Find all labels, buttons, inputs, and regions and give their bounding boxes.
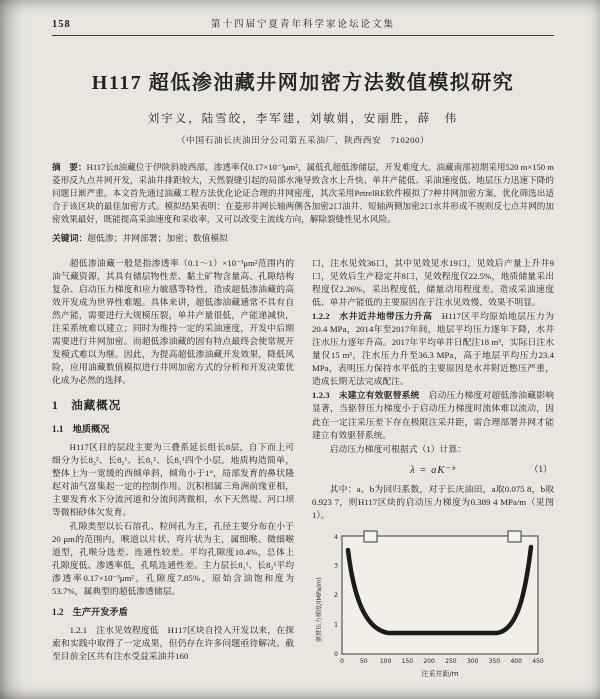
keywords-block xyxy=(52,231,554,244)
y-tick-label: 1 xyxy=(334,621,338,629)
equation-number: （1） xyxy=(529,463,552,474)
figure-y-axis-label: 驱替压力梯度/(MPa/m) xyxy=(316,577,323,643)
section-1-2-3-paragraph xyxy=(312,389,554,441)
producer-well-icon xyxy=(508,531,521,542)
paper-title: H117 超低渗油藏井网加密方法数值模拟研究 xyxy=(91,72,515,94)
x-tick-label: 0 xyxy=(340,658,344,666)
figure-x-axis-label: 注采井距/m xyxy=(421,670,459,679)
x-tick-label: 100 xyxy=(379,658,392,666)
coefficients-paragraph: 其中：a、b为回归系数，对于长庆油田，a取0.075 8，b取0.923 7，则H117区块的启动压力梯度为0.389 4 MPa/m（见图1）。 xyxy=(312,484,554,521)
x-tick-label: 50 xyxy=(359,658,368,666)
y-tick-label: 0 xyxy=(334,651,338,659)
injector-well-icon xyxy=(364,531,377,542)
y-tick-label: 3 xyxy=(334,562,338,570)
y-tick-label: 4 xyxy=(334,534,338,542)
formula-intro-paragraph: 启动压力梯度可根据式（1）计算： xyxy=(329,443,466,454)
x-tick-label: 350 xyxy=(488,658,501,666)
x-tick-label: 200 xyxy=(423,658,435,666)
left-column xyxy=(52,257,294,686)
geology-paragraph-1: H117区目的层段主要为三叠系延长组长8层，自下而上可细分为长8₂²、长8₂¹、长8₁²、长8₁¹四个小层。地质构造简单，整体上为一宽缓的西倾单斜，倾角小于1°，局部发育的鼻状隆起对油气富集起一定的控制作用。沉积相属三角洲前缘亚相，主要发育水下分流河道和分流间湾微相，水下天然堤、河口坝等微相砂体欠发育。 xyxy=(52,442,294,518)
section-1-2-1-paragraph: 1.2.1 注水见效程度低 H117区块自投入开发以来，在探索和实践中取得了一定成果，但仍存在许多问题亟待解决。截至目前全区共有注水受益采油井160 xyxy=(52,624,294,661)
section-1-2-3-text: 启动压力梯度对超低渗油藏影响显著，当驱替压力梯度小于启动压力梯度时流体难以流动，因此在一定注采压差下存在极限注采井距，需合理部署井网才能建立有效驱替系统。 xyxy=(312,390,554,440)
x-tick-label: 250 xyxy=(445,658,457,666)
proceedings-title: 第十四届宁夏青年科学家论坛论文集 xyxy=(210,20,395,30)
abstract-block xyxy=(52,161,554,226)
x-tick-label: 400 xyxy=(510,658,522,666)
equation-expression: λ = aK⁻ᵇ xyxy=(410,464,456,476)
intro-paragraph: 超低渗油藏一般是指渗透率（0.1～1）×10⁻³μm²范围内的油气藏资源，其具有储层物性差、黏土矿物含量高、孔隙结构复杂、启动压力梯度和应力敏感等特性，造成超低渗油藏的高效开发成为世界性难题。具体来讲，超低渗油藏通常不具有自然产能，需要进行大规模压裂，单井产量很低，产能递减快，注采系统难以建立；同时为维持一定的采油速度，开发中后期需要进行井网加密。而超低渗油藏的固有特点最终会使常规开发模式难以为继。因此，为提高超低渗油藏开发效果，降低风险，应用油藏数值模拟进行井网加密方式的分析和开发决策优化成为必然的选择。 xyxy=(52,258,294,386)
y-tick-label: 2 xyxy=(334,592,338,600)
abstract-label: 摘 要： xyxy=(52,162,87,172)
header-rule xyxy=(52,35,554,36)
keywords-text: 超低渗；井网部署；加密；数值模拟 xyxy=(87,233,228,244)
abstract-text: H117长8油藏位于伊陕斜坡西部，渗透率仅0.17×10⁻³μm²，属低孔超低渗储层，开发难度大。油藏南部初期采用520 m×150 m菱形反九点井网开发，采油井排距较大，天然裂缝引起的局部水淹导致含水上升快、单井产能低、采油速度低、地层压力迅速下降的问题日渐严重。本文首先通过油藏工程方法优化论证合理的井网密度，其次采用PetrelRE软件模拟了7种井网加密方案，优化筛选出适合于该区块的最佳加密方式。模拟结果表明：在菱形井网长轴两侧各加密2口油井、短轴两侧加密2口水井形成不规则反七点井网的加密效果最好，既能提高采油速度和采收率，又可以改变主流线方向，解除裂缝性见水风险。 xyxy=(52,162,554,225)
figure-1 xyxy=(312,530,554,686)
figure-1-chart xyxy=(314,530,552,682)
page-header xyxy=(52,16,554,30)
two-column-body xyxy=(52,257,554,686)
geology-paragraph-2: 孔隙类型以长石溶孔、粒间孔为主，孔径主要分布在小于20 μm的范围内，喉道以片状、弯片状为主，属细喉、微细喉道型，孔喉分选差、连通性较差。平均孔隙度10.4%，总体上孔隙度低、渗透率低，孔吼连通性差。主力层长8₁¹、长8₂¹平均渗透率0.17×10⁻³μm²，孔隙度7.85%，原始含油饱和度为53.7%，属典型的超低渗透储层。 xyxy=(52,521,294,597)
equation-1 xyxy=(312,463,554,479)
section-1-heading: 1 油藏概况 xyxy=(52,400,122,413)
section-1-2-2-text: H117区平均原始地层压力为20.4 MPa，2014年至2017年间，地层平均压力逐年下降，水井注水压力逐年升高。2017年平均单井日配注18 m³，实际日注水量仅15 m³，注水压力升至36.3 MPa，高于地层平均压力23.4 MPa，表明压力保持水平低的主要原因是水井附近憋压严重，造成长期无法完成配注。 xyxy=(312,311,554,387)
affiliation-line: （中国石油长庆油田分公司第五采油厂，陕西西安 710200） xyxy=(176,135,430,145)
section-1-2-2-paragraph xyxy=(312,310,554,388)
right-column xyxy=(312,257,554,686)
x-tick-label: 300 xyxy=(466,658,479,666)
authors-line: 刘宇义，陆雪皎，李军建，刘敏娟，安丽胜，薛 伟 xyxy=(147,113,459,125)
section-1-2-heading: 1.2 生产开发矛盾 xyxy=(52,607,128,618)
section-1-1-heading: 1.1 地质概况 xyxy=(52,424,110,435)
x-tick-label: 450 xyxy=(532,658,544,666)
x-tick-label: 150 xyxy=(401,658,414,666)
continuation-paragraph: 口，注水见效36口，其中见效见水19口，见效后产量上升井9口，见效后生产稳定井8口，见效程度仅22.5%，地质储量采出程度仅2.26%，采出程度低，储量动用程度差。造成采油速度低、单井产能低的主要原因在于注水见效慢、效果不明显。 xyxy=(312,258,554,308)
page-number: 158 xyxy=(52,19,71,30)
section-1-2-3-label: 1.2.3 未建立有效驱替系统 xyxy=(312,390,420,401)
section-1-2-2-label: 1.2.2 水井近井地带压力升高 xyxy=(312,311,433,322)
plot-frame xyxy=(342,536,538,654)
keywords-label: 关键词： xyxy=(52,233,88,244)
